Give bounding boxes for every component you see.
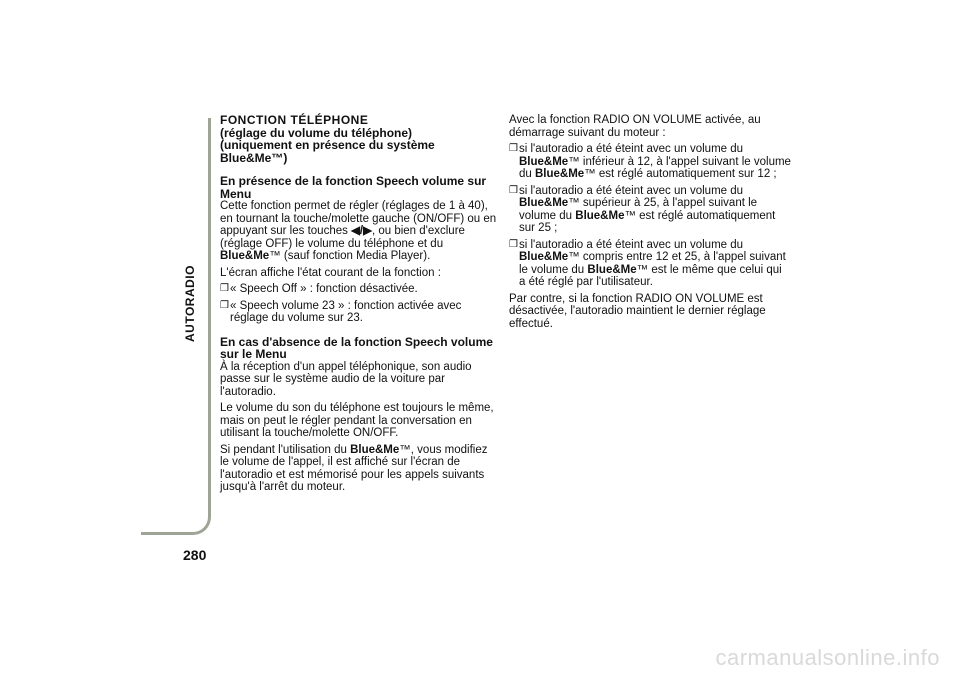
paragraph: Par contre, si la fonction RADIO ON VOLUME est désactivée, l'autoradio maintient le dernier réglage effectué. bbox=[509, 292, 766, 330]
brand-name: Blue&Me bbox=[519, 155, 569, 168]
brand-name: Blue&Me bbox=[519, 197, 569, 209]
section-title: FONCTION TÉLÉPHONE bbox=[220, 113, 369, 127]
checkbox-bullet-icon: ❒ bbox=[509, 238, 518, 250]
brand-name: Blue&Me bbox=[587, 263, 637, 276]
list-item: ❒ « Speech volume 23 » : fonction activée avec réglage du volume sur 23. bbox=[220, 299, 462, 324]
paragraph: Avec la fonction RADIO ON VOLUME activée, au démarrage suivant du moteur : bbox=[509, 114, 761, 139]
checkbox-bullet-icon: ❒ bbox=[220, 299, 229, 311]
paragraph: Le volume du son du téléphone est toujours le même, mais on peut le régler pendant la conversation en utilisant la touche/molette ON/OFF. bbox=[220, 402, 494, 439]
checkbox-bullet-icon: ❒ bbox=[220, 283, 229, 294]
list-item: ❒ si l'autoradio a été éteint avec un volume du Blue&Me™ compris entre 12 et 25, à l'appel suivant le volume du Blue&Me™ est le même que celui qui a été réglé par l'utilisateur. bbox=[509, 238, 786, 288]
list-item: ❒ si l'autoradio a été éteint avec un volume du Blue&Me™ supérieur à 25, à l'appel suivant le volume du Blue&Me™ est réglé automatiquement sur 25 ; bbox=[509, 184, 776, 234]
section-side-label: AUTORADIO bbox=[183, 265, 197, 342]
page-number: 280 bbox=[183, 547, 207, 563]
checkbox-bullet-icon: ❒ bbox=[509, 184, 518, 196]
subheading-speech-volume-menu: En présence de la fonction Speech volume sur Menu bbox=[220, 174, 487, 201]
checkbox-bullet-icon: ❒ bbox=[509, 143, 518, 154]
paragraph: Cette fonction permet de régler (réglages de 1 à 40), en tournant la touche/molette gauche (ON/OFF) ou en appuyant sur les touches ◀/▶, ou bien d'exclure (réglage OFF) le volume du téléphone et du Blue&Me™ (sauf fonction Media Player). bbox=[220, 200, 497, 262]
brand-name: Blue&Me bbox=[220, 250, 270, 262]
arrow-keys-icon: ◀/▶ bbox=[351, 225, 372, 237]
page-margin-bar bbox=[141, 118, 211, 535]
paragraph: Si pendant l'utilisation du Blue&Me™, vous modifiez le volume de l'appel, il est affiché sur l'écran de l'autoradio et est mémorisé pour les appels suivants jusqu'à l'arrêt du moteur. bbox=[220, 443, 488, 493]
brand-name: Blue&Me bbox=[575, 209, 625, 222]
watermark: carmanualsonline.info bbox=[715, 645, 940, 670]
section-subtitle-2: (uniquement en présence du système Blue&Me™) bbox=[220, 138, 435, 165]
subheading-no-speech-volume: En cas d'absence de la fonction Speech volume sur le Menu bbox=[220, 334, 493, 361]
brand-name: Blue&Me bbox=[519, 251, 569, 263]
left-column bbox=[220, 114, 498, 498]
list-item: ❒ si l'autoradio a été éteint avec un volume du Blue&Me™ inférieur à 12, à l'appel suivant le volume du Blue&Me™ est réglé automatiquement sur 12 ; bbox=[509, 143, 791, 180]
section-subtitle-1: (réglage du volume du téléphone) bbox=[220, 125, 413, 140]
brand-name: Blue&Me bbox=[535, 168, 585, 180]
list-item: ❒ « Speech Off » : fonction désactivée. bbox=[220, 283, 418, 295]
right-column bbox=[509, 114, 791, 334]
paragraph: À la réception d'un appel téléphonique, son audio passe sur le système audio de la voiture par l'autoradio. bbox=[220, 360, 472, 398]
paragraph: L'écran affiche l'état courant de la fonction : bbox=[220, 266, 441, 279]
brand-name: Blue&Me bbox=[350, 443, 400, 456]
